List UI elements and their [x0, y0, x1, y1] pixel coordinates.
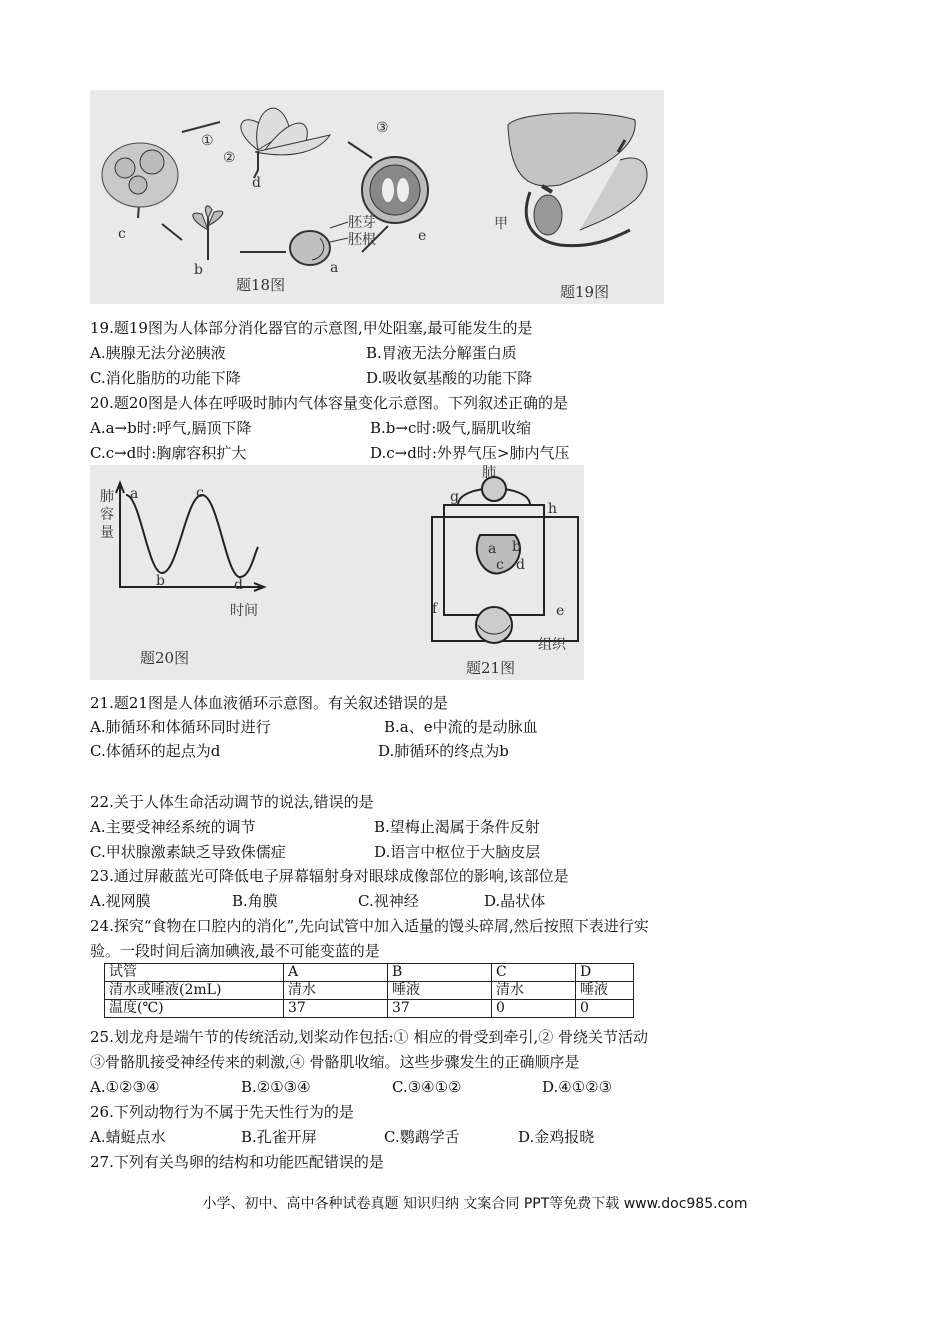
- caption-fig20: 题20图: [140, 649, 190, 667]
- q19-option-b: B.胃液无法分解蛋白质: [366, 344, 517, 362]
- figure-18-19: [90, 90, 664, 304]
- lung-volume-curve: [126, 495, 258, 577]
- flower-illustration: [241, 108, 330, 178]
- page-footer: 小学、初中、高中各种试卷真题 知识归纳 文案合同 PPT等免费下载 www.doc985.com: [202, 1196, 748, 1212]
- table-cell: 清水: [284, 982, 388, 1000]
- question-25-stem-line2: ③骨骼肌接受神经传来的刺激,④ 骨骼肌收缩。这些步骤发生的正确顺序是: [90, 1053, 580, 1071]
- figure-18-19-drawing: [90, 90, 664, 304]
- q20-option-d: D.c→d时:外界气压>肺内气压: [370, 444, 570, 462]
- label-c: c: [118, 226, 126, 242]
- label-b: b: [194, 262, 203, 278]
- q22-option-a: A.主要受神经系统的调节: [90, 818, 256, 836]
- question-20-stem: 20.题20图是人体在呼吸时肺内气体容量变化示意图。下列叙述正确的是: [90, 394, 568, 412]
- table-cell: A: [284, 964, 388, 982]
- table-cell: 清水: [492, 982, 576, 1000]
- label-a: a: [330, 260, 339, 276]
- label-1: ①: [201, 133, 214, 149]
- question-23-stem: 23.通过屏蔽蓝光可降低电子屏幕辐射身对眼球成像部位的影响,该部位是: [90, 867, 569, 885]
- label-fei: 肺: [482, 465, 496, 481]
- table-cell: 清水或唾液(2mL): [105, 982, 284, 1000]
- table-cell: 试管: [105, 964, 284, 982]
- table-cell: C: [492, 964, 576, 982]
- question-19-stem: 19.题19图为人体部分消化器官的示意图,甲处阻塞,最可能发生的是: [90, 319, 533, 337]
- label-3: ③: [376, 120, 389, 136]
- table-row: [105, 982, 634, 1000]
- label-e: e: [418, 228, 427, 244]
- q19-option-c: C.消化脂肪的功能下降: [90, 369, 241, 387]
- q23-option-d: D.晶状体: [484, 892, 546, 910]
- xlabel: 时间: [230, 603, 258, 619]
- q21-option-c: C.体循环的起点为d: [90, 742, 221, 760]
- table-cell: 0: [492, 1000, 576, 1018]
- q20-option-b: B.b→c时:吸气,膈肌收缩: [370, 419, 532, 437]
- q22-option-c: C.甲状腺激素缺乏导致侏儒症: [90, 843, 286, 861]
- digestive-organs-illustration: [508, 113, 647, 246]
- label-peiya: 胚芽: [348, 215, 376, 231]
- letter-f: f: [432, 601, 438, 617]
- question-22-stem: 22.关于人体生命活动调节的说法,错误的是: [90, 793, 374, 811]
- question-25-stem-line1: 25.划龙舟是端午节的传统活动,划桨动作包括:① 相应的骨受到牵引,② 骨绕关节活动: [90, 1028, 648, 1046]
- q25-option-d: D.④①②③: [542, 1078, 613, 1096]
- label-d: d: [252, 175, 261, 191]
- label-2: ②: [223, 150, 236, 166]
- table-row: [105, 964, 634, 982]
- table-cell: B: [388, 964, 492, 982]
- arrow: [182, 122, 220, 132]
- letter-b: b: [512, 539, 521, 555]
- ylabel-char-1: 肺: [100, 489, 114, 505]
- q23-option-c: C.视神经: [358, 892, 419, 910]
- q25-option-c: C.③④①②: [392, 1078, 462, 1096]
- question-26-stem: 26.下列动物行为不属于先天性行为的是: [90, 1103, 354, 1121]
- seed-illustration: [290, 222, 348, 265]
- q22-option-b: B.望梅止渴属于条件反射: [374, 818, 540, 836]
- q26-option-d: D.金鸡报晓: [518, 1128, 595, 1146]
- letter-g: g: [450, 489, 459, 505]
- q26-option-a: A.蜻蜓点水: [90, 1128, 166, 1146]
- q25-option-a: A.①②③④: [90, 1078, 160, 1096]
- label-jia: 甲: [494, 216, 508, 232]
- figure-20-21: [90, 465, 584, 680]
- table-cell: 37: [284, 1000, 388, 1018]
- q21-option-a: A.肺循环和体循环同时进行: [90, 718, 271, 736]
- q23-option-b: B.角膜: [232, 892, 278, 910]
- q23-option-a: A.视网膜: [90, 892, 151, 910]
- q21-option-d: D.肺循环的终点为b: [378, 742, 509, 760]
- letter-e: e: [556, 603, 565, 619]
- label-peigen: 胚根: [348, 232, 376, 248]
- arrow: [162, 224, 182, 240]
- question-21-stem: 21.题21图是人体血液循环示意图。有关叙述错误的是: [90, 694, 448, 712]
- ylabel-char-3: 量: [100, 525, 114, 541]
- q26-option-b: B.孔雀开屏: [241, 1128, 317, 1146]
- table-cell: 0: [576, 1000, 634, 1018]
- letter-h: h: [548, 501, 558, 517]
- caption-fig21: 题21图: [466, 659, 516, 677]
- point-c: c: [196, 485, 204, 501]
- q26-option-c: C.鹦鹉学舌: [384, 1128, 460, 1146]
- table-row: [105, 1000, 634, 1018]
- q20-option-a: A.a→b时:呼气,膈顶下降: [90, 419, 252, 437]
- figure-20-21-drawing: [90, 465, 584, 680]
- q25-option-b: B.②①③④: [241, 1078, 311, 1096]
- point-b: b: [156, 573, 165, 589]
- ylabel-char-2: 容: [100, 507, 114, 523]
- letter-c: c: [496, 557, 504, 573]
- point-a: a: [130, 486, 139, 502]
- q22-option-d: D.语言中枢位于大脑皮层: [374, 843, 541, 861]
- tree-illustration: [102, 143, 178, 218]
- question-24-stem-line2: 验。一段时间后滴加碘液,最不可能变蓝的是: [90, 942, 380, 960]
- seedling-illustration: [193, 206, 223, 260]
- table-cell: 唾液: [388, 982, 492, 1000]
- q19-option-d: D.吸收氨基酸的功能下降: [366, 369, 533, 387]
- fruit-illustration: [362, 157, 428, 223]
- chart-axes: [120, 485, 262, 587]
- table-cell: D: [576, 964, 634, 982]
- q20-option-c: C.c→d时:胸廓容积扩大: [90, 444, 247, 462]
- table-cell: 37: [388, 1000, 492, 1018]
- q21-option-b: B.a、e中流的是动脉血: [384, 718, 538, 736]
- question-24-stem-line1: 24.探究“食物在口腔内的消化”,先向试管中加入适量的馒头碎屑,然后按照下表进行实: [90, 917, 649, 935]
- caption-fig19: 题19图: [560, 283, 610, 301]
- letter-a: a: [488, 541, 497, 557]
- q19-option-a: A.胰腺无法分泌胰液: [90, 344, 226, 362]
- point-d: d: [234, 577, 243, 593]
- letter-d: d: [516, 557, 525, 573]
- table-cell: 唾液: [576, 982, 634, 1000]
- question-27-stem: 27.下列有关鸟卵的结构和功能匹配错误的是: [90, 1153, 384, 1171]
- label-zuzhi: 组织: [538, 637, 566, 653]
- caption-fig18: 题18图: [236, 276, 286, 294]
- experiment-table: [104, 963, 634, 1018]
- table-cell: 温度(℃): [105, 1000, 284, 1018]
- arrow: [348, 142, 372, 158]
